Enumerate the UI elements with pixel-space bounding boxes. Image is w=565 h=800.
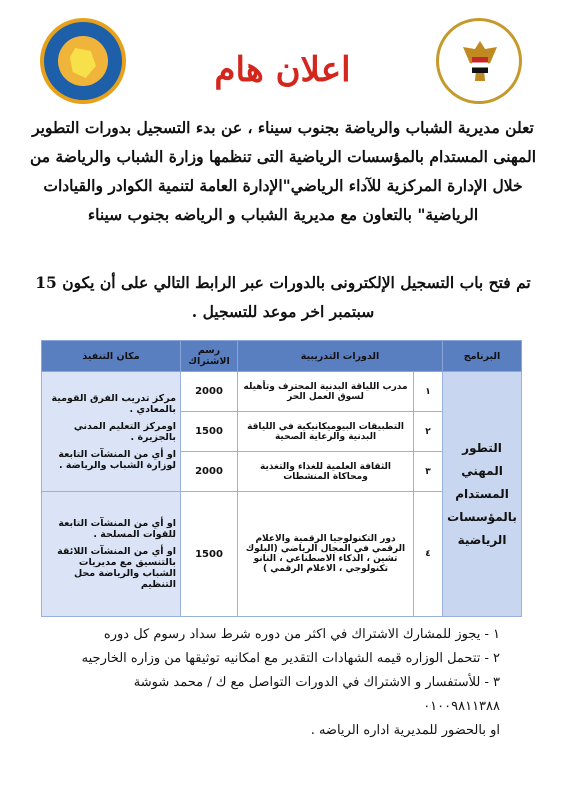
location-1: مركز تدريب الفرق القومية بالمعادي . <box>51 392 176 415</box>
notes-list <box>80 623 500 743</box>
program-name: التطور المهني المستدام بالمؤسسات الرياضية <box>443 372 522 617</box>
header-program: البرنامج <box>443 341 522 372</box>
location-4b: او أي من المنشآت اللائقة بالتنسيق مع مديريات الشباب والرياضة محل التنظيم <box>57 546 176 590</box>
course-name: مدرب اللياقة البدنية المحترف وتأهيله لسوق العمل الحر <box>238 372 414 412</box>
location-cell <box>42 492 181 617</box>
row-number: ٣ <box>414 452 443 492</box>
row-number: ٢ <box>414 412 443 452</box>
contact-phone: ٠١٠٠٩٨١١٣٨٨ <box>423 699 500 714</box>
course-name: الثقافة العلمية للغذاء والتغذية ومحاكاة المنشطات <box>238 452 414 492</box>
note-5: او بالحضور للمديرية اداره الرياضه . <box>310 723 500 738</box>
row-number: ١ <box>414 372 443 412</box>
location-cell <box>42 372 181 492</box>
location-2: اومركز التعليم المدني بالجزيرة . <box>73 420 176 443</box>
note-1: ١ - يجوز للمشارك الاشتراك في اكثر من دوره شرط سداد رسوم كل دوره <box>103 627 500 642</box>
header-courses: الدورات التدريبية <box>238 341 443 372</box>
announcement-title: اعلان هام <box>214 50 351 90</box>
header-location: مكان التنفيذ <box>42 341 181 372</box>
note-2: ٢ - تتحمل الوزاره قيمه الشهادات التقدير مع امكانيه توثيقها من وزاره الخارجيه <box>81 651 500 666</box>
courses-table <box>41 340 522 617</box>
intro-paragraph: تعلن مديرية الشباب والرياضة بجنوب سيناء ، عن بدء التسجيل بدورات التطوير المهنى المستدام بالمؤسسات الرياضية التى تنظمها وزارة الشباب والرياضة من خلال الإدارة المركزية للآداء الرياضي"الإدارة العامة لتنمية الكوادر والقيادات الرياضية" بالتعاون مع مديرية الشباب و الرياضه بجنوب سيناء <box>29 118 537 224</box>
location-3: او أي من المنشآت التابعة لوزارة الشباب والرياضة . <box>58 448 176 471</box>
course-fee: 1500 <box>181 492 238 617</box>
row-number: ٤ <box>414 492 443 617</box>
registration-paragraph: تم فتح باب التسجيل الإلكترونى بالدورات عبر الرابط التالي على أن يكون 15 سبتمبر اخر موعد للتسجيل . <box>35 273 531 321</box>
course-fee: 2000 <box>181 372 238 412</box>
course-name: دور التكنولوجيا الرقمية والاعلام الرقمي في المجال الرياضي (البلوك تشين ، الذكاء الاصطناعي ، النانو تكنولوجي ، الاعلام الرقمي ) <box>238 492 414 617</box>
course-name: التطبيقات البيوميكانيكية في اللياقة البدنية والرعاية الصحية <box>238 412 414 452</box>
course-fee: 1500 <box>181 412 238 452</box>
location-4a: او أي من المنشآت التابعة للقوات المسلحة . <box>58 518 176 540</box>
course-fee: 2000 <box>181 452 238 492</box>
header-fee: رسم الاشتراك <box>181 341 238 372</box>
table-row <box>42 372 522 412</box>
note-3: ٣ - للأستفسار و الاشتراك في الدورات التواصل مع ك / محمد شوشة <box>133 675 500 690</box>
table-header-row <box>42 341 522 372</box>
